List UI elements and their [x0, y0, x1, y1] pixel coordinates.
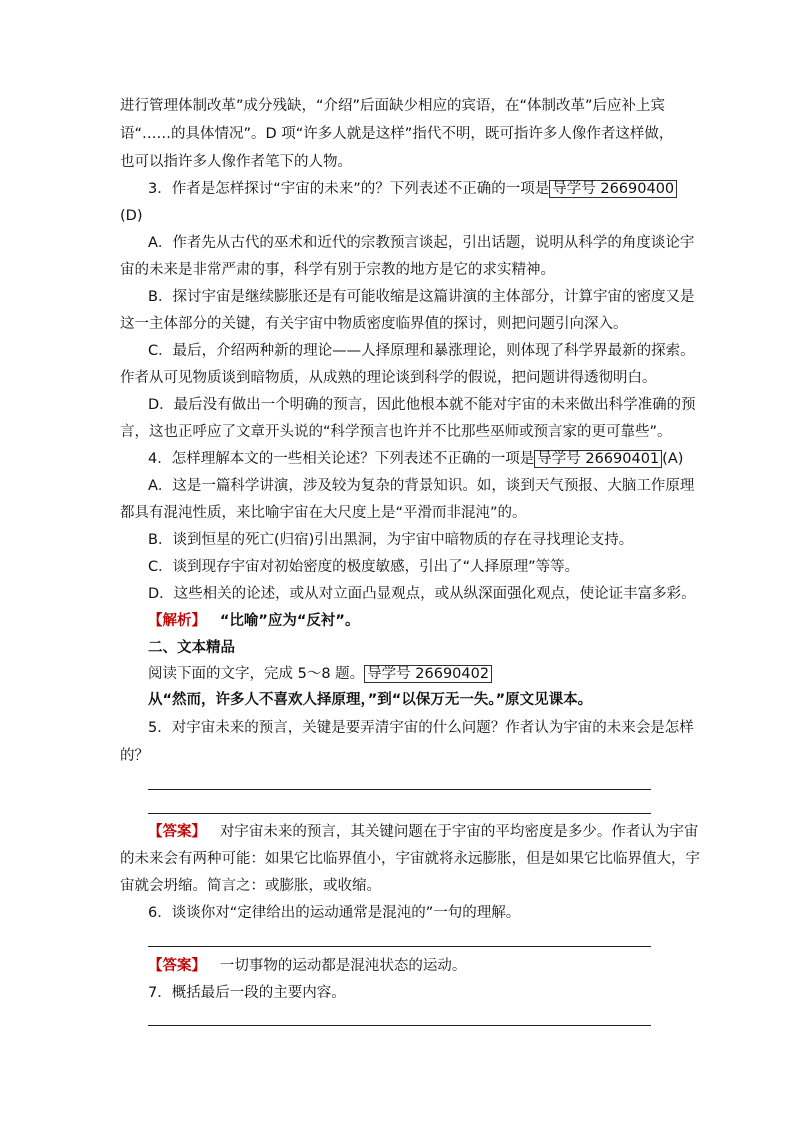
- guide-code: 导学号 26690401: [534, 450, 662, 468]
- answer-line: [148, 813, 651, 814]
- option-a-cont: 都具有混沌性质，来比喻宇宙在大尺度上是“平滑而非混沌”的。: [120, 505, 527, 521]
- text-line: 语“……的具体情况”。D 项“许多人就是这样”指代不明，既可指许多人像作者这样做，: [120, 126, 674, 142]
- question-3-answer: (D): [120, 208, 143, 224]
- option-c: C．谈到现存宇宙对初始密度的极度敏感，引出了“人择原理”等等。: [148, 559, 580, 575]
- question-5-stem: 5．对宇宙未来的预言，关键是要弄清宇宙的什么问题？作者认为宇宙的未来会是怎样: [148, 720, 694, 736]
- answer-tag: 【答案】: [148, 824, 206, 840]
- question-6-stem: 6．谈谈你对“定律给出的运动通常是混沌的”一句的理解。: [148, 905, 521, 921]
- analysis-tag: 【解析】: [148, 613, 206, 629]
- option-a: A．作者先从古代的巫术和近代的宗教预言谈起，引出话题，说明从科学的角度谈论宇: [148, 235, 695, 251]
- option-b: B．探讨宇宙是继续膨胀还是有可能收缩是这篇讲演的主体部分，计算宇宙的密度又是: [148, 289, 695, 305]
- answer-line-2: 的未来会有两种可能：如果它比临界值小，宇宙就将永远膨胀，但是如果它比临界值大，宇: [120, 851, 700, 867]
- option-d: D．最后没有做出一个明确的预言，因此他根本就不能对宇宙的未来做出科学准确的预: [148, 397, 696, 413]
- question-3-stem: 3．作者是怎样探讨“宇宙的未来”的？下列表述不正确的一项是 导学号 26690400: [148, 179, 677, 199]
- option-a-cont: 宙的未来是非常严肃的事，科学有别于宗教的地方是它的求实精神。: [120, 262, 555, 278]
- text-line: 也可以指许多人像作者笔下的人物。: [120, 154, 352, 170]
- answer-line: [148, 946, 651, 947]
- option-c-cont: 作者从可见物质谈到暗物质，从成熟的理论谈到科学的假说，把问题讲得透彻明白。: [120, 370, 657, 386]
- option-d: D．这些相关的论述，或从对立面凸显观点，或从纵深面强化观点，使论证丰富多彩。: [148, 586, 696, 602]
- question-7-stem: 7．概括最后一段的主要内容。: [148, 985, 346, 1001]
- text-line: 进行管理体制改革”成分残缺，“介绍”后面缺少相应的宾语，在“体制改革”后应补上宾: [120, 98, 666, 114]
- answer-line-1: 【答案】 一切事物的运动都是混沌状态的运动。: [148, 958, 467, 974]
- guide-code: 导学号 26690400: [549, 180, 677, 198]
- answer-line: [148, 1025, 651, 1026]
- reading-intro: 阅读下面的文字，完成 5～8 题。 导学号 26690402: [148, 664, 492, 684]
- question-5-stem-cont: 的？: [120, 748, 149, 764]
- answer-line: [148, 789, 651, 790]
- answer-tag: 【答案】: [148, 958, 206, 974]
- answer-line-1: 【答案】 对宇宙未来的预言，其关键问题在于宇宙的平均密度是多少。作者认为宇宙: [148, 824, 699, 840]
- option-a: A．这是一篇科学讲演，涉及较为复杂的背景知识。如，谈到天气预报、大脑工作原理: [148, 478, 695, 494]
- option-b: B．谈到恒星的死亡(归宿)引出黑洞，为宇宙中暗物质的存在寻找理论支持。: [148, 532, 634, 548]
- option-c: C．最后，介绍两种新的理论——人择原理和暴涨理论，则体现了科学界最新的探索。: [148, 343, 695, 359]
- option-d-cont: 言，这也正呼应了文章开头说的“科学预言也许并不比那些巫师或预言家的更可靠些”。: [120, 424, 672, 440]
- guide-code: 导学号 26690402: [364, 665, 492, 683]
- excerpt-range: 从“然而，许多人不喜欢人择原理，”到“以保万无一失。”原文见课本。: [148, 692, 593, 708]
- question-4-stem: 4．怎样理解本文的一些相关论述？下列表述不正确的一项是 导学号 26690401 (A): [148, 451, 684, 467]
- analysis-line: 【解析】 “比喻”应为“反衬”。: [148, 613, 360, 629]
- answer-line-3: 宙就会坍缩。简言之：或膨胀，或收缩。: [120, 878, 381, 894]
- option-b-cont: 这一主体部分的关键，有关宇宙中物质密度临界值的探讨，则把问题引向深入。: [120, 316, 628, 332]
- section-title: 二、文本精品: [148, 640, 235, 656]
